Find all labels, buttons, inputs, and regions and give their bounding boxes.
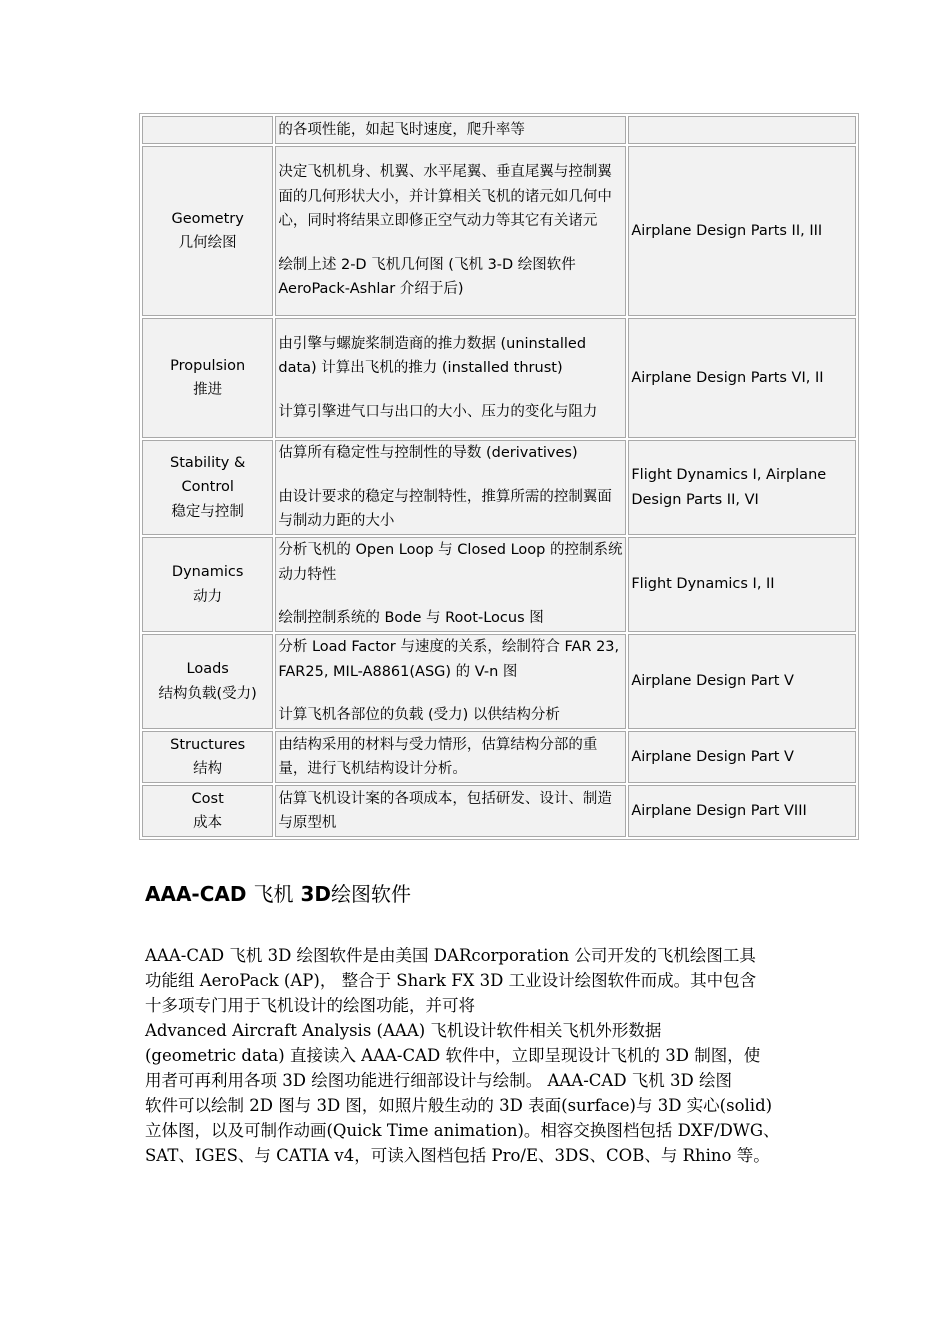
module-ref-cell: Airplane Design Part V	[628, 634, 856, 729]
module-name-en: Structures	[170, 736, 246, 753]
desc-text: 绘制上述 2-D 飞机几何图 (飞机 3-D 绘图软件 AeroPack-Ashlar 介绍于后)	[278, 256, 576, 298]
module-ref-cell	[628, 116, 856, 144]
paragraph-line: 用者可再利用各项 3D 绘图功能进行细部设计与绘制。 AAA-CAD 飞机 3D 绘图	[145, 1071, 733, 1090]
table-row	[142, 731, 856, 783]
paragraph-line: 十多项专门用于飞机设计的绘图功能，并可将	[145, 996, 475, 1015]
module-desc-cell	[275, 537, 626, 632]
module-name-en: Cost	[191, 790, 224, 807]
module-desc-cell	[275, 440, 626, 535]
table-row	[142, 634, 856, 729]
module-ref-cell: Airplane Design Part V	[628, 731, 856, 783]
module-name-cell	[142, 537, 273, 632]
module-name-cell	[142, 116, 273, 144]
paragraph-line: Advanced Aircraft Analysis (AAA) 飞机设计软件相关飞机外形数据	[145, 1021, 662, 1040]
module-desc-cell	[275, 634, 626, 729]
module-ref-cell: Airplane Design Parts VI, II	[628, 318, 856, 438]
table-row	[142, 440, 856, 535]
module-name-cell	[142, 318, 273, 438]
module-ref-cell: Flight Dynamics I, II	[628, 537, 856, 632]
table-row	[142, 146, 856, 316]
section-title-zh: 飞机	[253, 882, 294, 906]
module-name-zh: 几何绘图	[178, 235, 237, 251]
desc-text: 计算引擎进气口与出口的大小、压力的变化与阻力	[278, 403, 598, 420]
desc-text: 绘制控制系统的 Bode 与 Root-Locus 图	[278, 610, 544, 627]
desc-text: 由引擎与螺旋桨制造商的推力数据 (uninstalled data) 计算出飞机的推力 (installed thrust)	[278, 335, 587, 377]
module-table	[139, 113, 859, 840]
module-ref-cell: Airplane Design Part VIII	[628, 785, 856, 837]
module-ref-cell: Flight Dynamics I, Airplane Design Parts II, VI	[628, 440, 856, 535]
section-title-en-2: 3D	[300, 882, 331, 906]
desc-text: 计算飞机各部位的负载 (受力) 以供结构分析	[278, 707, 560, 724]
module-name-en: Geometry	[171, 210, 244, 227]
paragraph-line: 功能组 AeroPack (AP)， 整合于 Shark FX 3D 工业设计绘图软件而成。其中包含	[145, 971, 757, 990]
section-title	[145, 878, 411, 907]
module-name-zh: 推进	[193, 382, 223, 398]
section-title-en: AAA-CAD	[145, 882, 247, 906]
module-name-cell	[142, 440, 273, 535]
desc-text: 估算所有稳定性与控制性的导数 (derivatives)	[278, 445, 578, 462]
desc-text: 分析飞机的 Open Loop 与 Closed Loop 的控制系统动力特性	[278, 542, 623, 583]
module-name-en: Propulsion	[170, 357, 246, 374]
module-name-en: Loads	[186, 661, 229, 677]
table-row	[142, 116, 856, 144]
module-ref-cell: Airplane Design Parts II, III	[628, 146, 856, 316]
paragraph-line: 立体图，以及可制作动画(Quick Time animation)。相容交换图档包括 DXF/DWG、	[145, 1121, 780, 1140]
desc-text: 的各项性能，如起飞时速度，爬升率等	[278, 121, 525, 138]
module-name-zh: 成本	[193, 815, 223, 831]
desc-text: 决定飞机机身、机翼、水平尾翼、垂直尾翼与控制翼面的几何形状大小，并计算相关飞机的诸元如几何中心，同时将结果立即修正空气动力等其它有关诸元	[278, 164, 612, 230]
desc-text: 分析 Load Factor 与速度的关系，绘制符合 FAR 23, FAR25, MIL-A8861(ASG) 的 V-n 图	[278, 639, 620, 680]
paragraph-line: SAT、IGES、与 CATIA v4，可读入图档包括 Pro/E、3DS、COB、与 Rhino 等。	[145, 1146, 770, 1165]
module-desc-cell	[275, 318, 626, 438]
module-name-cell	[142, 785, 273, 837]
module-name-zh: 结构负载(受力)	[158, 685, 257, 702]
module-name-cell	[142, 731, 273, 783]
table-row	[142, 537, 856, 632]
table-row	[142, 785, 856, 837]
module-name-zh: 结构	[193, 761, 223, 777]
module-name-cell	[142, 146, 273, 316]
module-name-cell	[142, 634, 273, 729]
module-name-zh: 动力	[193, 588, 223, 605]
desc-text: 由设计要求的稳定与控制特性，推算所需的控制翼面与制动力距的大小	[278, 488, 612, 530]
module-desc-cell	[275, 146, 626, 316]
desc-text: 估算飞机设计案的各项成本，包括研发、设计、制造与原型机	[278, 790, 612, 831]
module-desc-cell	[275, 785, 626, 837]
table-row	[142, 318, 856, 438]
module-name-en: Stability & Control	[170, 454, 246, 496]
module-desc-cell	[275, 116, 626, 144]
paragraph-line: (geometric data) 直接读入 AAA-CAD 软件中，立即呈现设计飞机的 3D 制图，使	[145, 1046, 761, 1065]
body-paragraph	[145, 943, 815, 1168]
module-desc-cell	[275, 731, 626, 783]
module-table-container	[139, 113, 859, 840]
paragraph-line: AAA-CAD 飞机 3D 绘图软件是由美国 DARcorporation 公司开发的飞机绘图工具	[145, 946, 756, 965]
paragraph-line: 软件可以绘制 2D 图与 3D 图，如照片般生动的 3D 表面(surface)与 3D 实心(solid)	[145, 1096, 773, 1115]
section-title-zh-2: 绘图软件	[330, 882, 411, 906]
module-name-zh: 稳定与控制	[171, 503, 244, 520]
desc-text: 由结构采用的材料与受力情形，估算结构分部的重量，进行飞机结构设计分析。	[278, 736, 598, 777]
module-name-en: Dynamics	[171, 564, 244, 580]
